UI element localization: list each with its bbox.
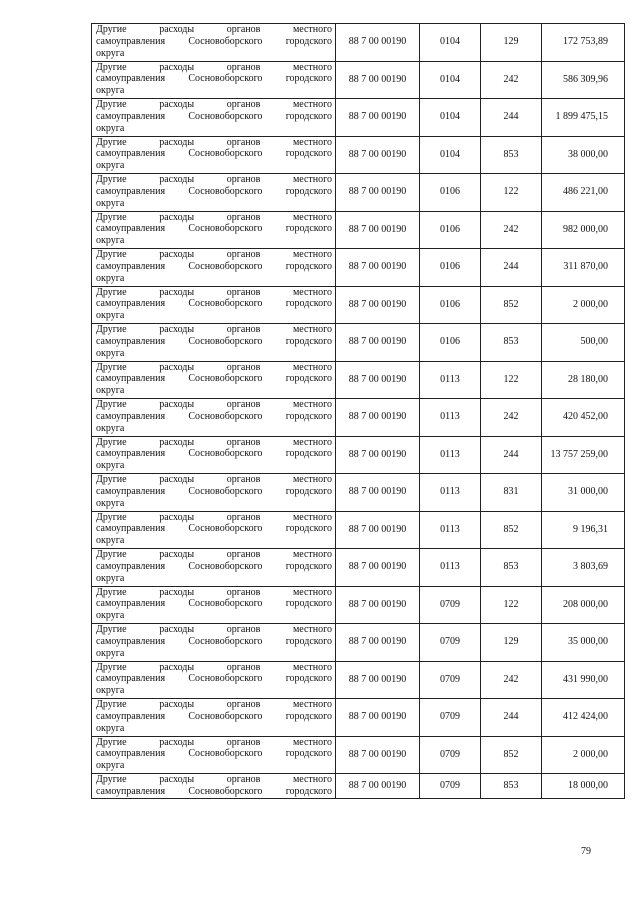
expense-type-cell: 122: [481, 586, 542, 624]
section-cell: 0113: [420, 549, 481, 587]
amount-cell: 13 757 259,00: [542, 436, 625, 474]
amount-cell: 586 309,96: [542, 61, 625, 99]
expense-type-cell: 242: [481, 399, 542, 437]
target-article-cell: 88 7 00 00190: [336, 511, 420, 549]
section-cell: 0709: [420, 624, 481, 662]
amount-cell: 2 000,00: [542, 286, 625, 324]
table-row: [92, 61, 625, 99]
expense-name-line: Другие расходы органов местного: [96, 136, 332, 148]
expense-name-line: округа: [96, 347, 125, 359]
expense-name-line: Другие расходы органов местного: [96, 586, 332, 598]
expense-name-line: самоуправления Сосновоборского городского: [96, 448, 332, 460]
section-cell: 0113: [420, 361, 481, 399]
table-row: [92, 211, 625, 249]
expense-type-cell: 242: [481, 61, 542, 99]
expense-name-line: округа: [96, 760, 125, 772]
expense-name-cell: [92, 661, 336, 699]
expense-name-cell: [92, 211, 336, 249]
expense-name-cell: [92, 174, 336, 212]
table-row: [92, 586, 625, 624]
section-cell: 0106: [420, 249, 481, 287]
expense-name-line: самоуправления Сосновоборского городского: [96, 185, 332, 197]
expense-type-cell: 853: [481, 324, 542, 362]
target-article-cell: 88 7 00 00190: [336, 624, 420, 662]
table-row: [92, 511, 625, 549]
section-cell: 0709: [420, 661, 481, 699]
amount-cell: 208 000,00: [542, 586, 625, 624]
expense-name-line: Другие расходы органов местного: [96, 249, 332, 260]
section-cell: 0709: [420, 586, 481, 624]
target-article-cell: 88 7 00 00190: [336, 736, 420, 774]
expense-name-cell: [92, 136, 336, 174]
budget-table: [91, 23, 625, 799]
expense-type-cell: 242: [481, 211, 542, 249]
table-row: [92, 774, 625, 799]
target-article-cell: 88 7 00 00190: [336, 99, 420, 137]
expense-name-line: самоуправления Сосновоборского городского: [96, 673, 332, 685]
page-number: 79: [581, 846, 591, 857]
expense-name-cell: [92, 24, 336, 62]
expense-name-line: самоуправления Сосновоборского городского: [96, 373, 332, 385]
expense-name-line: самоуправления Сосновоборского городского: [96, 35, 332, 47]
table-row: [92, 99, 625, 137]
target-article-cell: 88 7 00 00190: [336, 136, 420, 174]
table-row: [92, 136, 625, 174]
expense-name-line: самоуправления Сосновоборского городского: [96, 298, 332, 310]
table-row: [92, 474, 625, 512]
section-cell: 0113: [420, 474, 481, 512]
expense-name-cell: [92, 586, 336, 624]
expense-type-cell: 852: [481, 511, 542, 549]
section-cell: 0113: [420, 436, 481, 474]
expense-name-line: Другие расходы органов местного: [96, 324, 332, 335]
amount-cell: 18 000,00: [542, 774, 625, 799]
expense-type-cell: 122: [481, 174, 542, 212]
expense-name-cell: [92, 99, 336, 137]
expense-name-line: Другие расходы органов местного: [96, 661, 332, 673]
expense-name-cell: [92, 436, 336, 474]
expense-name-line: округа: [96, 685, 125, 697]
expense-name-cell: [92, 474, 336, 512]
amount-cell: 500,00: [542, 324, 625, 362]
expense-name-cell: [92, 549, 336, 587]
expense-name-line: округа: [96, 385, 125, 397]
amount-cell: 311 870,00: [542, 249, 625, 287]
expense-type-cell: 853: [481, 136, 542, 174]
expense-name-line: округа: [96, 310, 125, 322]
table-row: [92, 661, 625, 699]
expense-name-cell: [92, 324, 336, 362]
expense-name-cell: [92, 774, 336, 799]
expense-name-line: Другие расходы органов местного: [96, 174, 332, 185]
expense-name-line: округа: [96, 572, 125, 584]
expense-name-line: Другие расходы органов местного: [96, 549, 332, 560]
target-article-cell: 88 7 00 00190: [336, 399, 420, 437]
table-row: [92, 699, 625, 737]
section-cell: 0106: [420, 211, 481, 249]
expense-name-line: Другие расходы органов местного: [96, 24, 332, 35]
section-cell: 0113: [420, 399, 481, 437]
amount-cell: 9 196,31: [542, 511, 625, 549]
expense-name-line: Другие расходы органов местного: [96, 211, 332, 223]
section-cell: 0106: [420, 174, 481, 212]
table-row: [92, 624, 625, 662]
expense-name-line: округа: [96, 85, 125, 97]
expense-name-line: самоуправления Сосновоборского городского: [96, 485, 332, 497]
expense-name-line: самоуправления Сосновоборского городского: [96, 335, 332, 347]
target-article-cell: 88 7 00 00190: [336, 586, 420, 624]
target-article-cell: 88 7 00 00190: [336, 324, 420, 362]
amount-cell: 3 803,69: [542, 549, 625, 587]
expense-name-line: Другие расходы органов местного: [96, 624, 332, 635]
table-row: [92, 549, 625, 587]
expense-name-line: Другие расходы органов местного: [96, 361, 332, 373]
table-row: [92, 399, 625, 437]
expense-name-line: округа: [96, 647, 125, 659]
expense-name-line: округа: [96, 272, 125, 284]
target-article-cell: 88 7 00 00190: [336, 436, 420, 474]
expense-name-cell: [92, 736, 336, 774]
table-row: [92, 24, 625, 62]
expense-type-cell: 852: [481, 286, 542, 324]
expense-name-line: самоуправления Сосновоборского городского: [96, 523, 332, 535]
expense-name-line: округа: [96, 235, 125, 247]
expense-name-line: Другие расходы органов местного: [96, 399, 332, 410]
expense-name-line: округа: [96, 535, 125, 547]
expense-name-line: самоуправления Сосновоборского городского: [96, 710, 332, 722]
target-article-cell: 88 7 00 00190: [336, 549, 420, 587]
expense-type-cell: 852: [481, 736, 542, 774]
target-article-cell: 88 7 00 00190: [336, 361, 420, 399]
target-article-cell: 88 7 00 00190: [336, 774, 420, 799]
table-row: [92, 174, 625, 212]
expense-name-line: самоуправления Сосновоборского городского: [96, 560, 332, 572]
expense-name-line: Другие расходы органов местного: [96, 736, 332, 748]
expense-name-line: округа: [96, 460, 125, 472]
expense-name-line: самоуправления Сосновоборского городского: [96, 635, 332, 647]
table-row: [92, 324, 625, 362]
amount-cell: 38 000,00: [542, 136, 625, 174]
expense-name-line: Другие расходы органов местного: [96, 286, 332, 298]
section-cell: 0709: [420, 699, 481, 737]
expense-name-line: Другие расходы органов местного: [96, 436, 332, 448]
expense-name-line: самоуправления Сосновоборского городского: [96, 598, 332, 610]
expense-name-cell: [92, 361, 336, 399]
section-cell: 0709: [420, 736, 481, 774]
target-article-cell: 88 7 00 00190: [336, 24, 420, 62]
expense-name-line: Другие расходы органов местного: [96, 474, 332, 485]
expense-type-cell: 242: [481, 661, 542, 699]
amount-cell: 35 000,00: [542, 624, 625, 662]
section-cell: 0106: [420, 324, 481, 362]
expense-type-cell: 831: [481, 474, 542, 512]
section-cell: 0104: [420, 99, 481, 137]
expense-name-line: округа: [96, 722, 125, 734]
expense-type-cell: 244: [481, 249, 542, 287]
expense-name-cell: [92, 699, 336, 737]
section-cell: 0709: [420, 774, 481, 799]
expense-name-cell: [92, 286, 336, 324]
expense-type-cell: 853: [481, 549, 542, 587]
amount-cell: 486 221,00: [542, 174, 625, 212]
expense-name-cell: [92, 61, 336, 99]
expense-name-line: Другие расходы органов местного: [96, 99, 332, 110]
expense-name-line: округа: [96, 160, 125, 172]
expense-name-cell: [92, 511, 336, 549]
table-row: [92, 436, 625, 474]
target-article-cell: 88 7 00 00190: [336, 661, 420, 699]
section-cell: 0104: [420, 136, 481, 174]
expense-name-line: самоуправления Сосновоборского городского: [96, 260, 332, 272]
amount-cell: 28 180,00: [542, 361, 625, 399]
expense-name-line: округа: [96, 47, 125, 59]
expense-name-line: Другие расходы органов местного: [96, 61, 332, 73]
target-article-cell: 88 7 00 00190: [336, 211, 420, 249]
target-article-cell: 88 7 00 00190: [336, 174, 420, 212]
expense-type-cell: 122: [481, 361, 542, 399]
amount-cell: 2 000,00: [542, 736, 625, 774]
expense-type-cell: 853: [481, 774, 542, 799]
table-row: [92, 736, 625, 774]
expense-type-cell: 244: [481, 99, 542, 137]
expense-name-line: самоуправления Сосновоборского городского: [96, 223, 332, 235]
expense-type-cell: 244: [481, 436, 542, 474]
amount-cell: 412 424,00: [542, 699, 625, 737]
table-row: [92, 361, 625, 399]
expense-name-line: Другие расходы органов местного: [96, 511, 332, 523]
expense-name-line: самоуправления Сосновоборского городского: [96, 410, 332, 422]
amount-cell: 982 000,00: [542, 211, 625, 249]
section-cell: 0106: [420, 286, 481, 324]
target-article-cell: 88 7 00 00190: [336, 286, 420, 324]
table-row: [92, 249, 625, 287]
expense-name-cell: [92, 249, 336, 287]
target-article-cell: 88 7 00 00190: [336, 474, 420, 512]
expense-name-line: самоуправления Сосновоборского городского: [96, 148, 332, 160]
expense-name-line: самоуправления Сосновоборского городского: [96, 748, 332, 760]
expense-name-line: округа: [96, 197, 125, 209]
target-article-cell: 88 7 00 00190: [336, 249, 420, 287]
amount-cell: 172 753,89: [542, 24, 625, 62]
expense-name-line: округа: [96, 422, 125, 434]
target-article-cell: 88 7 00 00190: [336, 699, 420, 737]
expense-name-cell: [92, 624, 336, 662]
amount-cell: 1 899 475,15: [542, 99, 625, 137]
expense-type-cell: 129: [481, 24, 542, 62]
expense-name-line: округа: [96, 122, 125, 134]
amount-cell: 420 452,00: [542, 399, 625, 437]
expense-name-line: Другие расходы органов местного: [96, 774, 332, 785]
expense-name-line: округа: [96, 610, 125, 622]
expense-name-cell: [92, 399, 336, 437]
section-cell: 0104: [420, 24, 481, 62]
budget-table-body: [92, 24, 625, 799]
expense-name-line: самоуправления Сосновоборского городского: [96, 73, 332, 85]
amount-cell: 31 000,00: [542, 474, 625, 512]
expense-type-cell: 129: [481, 624, 542, 662]
amount-cell: 431 990,00: [542, 661, 625, 699]
expense-type-cell: 244: [481, 699, 542, 737]
expense-name-line: самоуправления Сосновоборского городского: [96, 110, 332, 122]
section-cell: 0104: [420, 61, 481, 99]
section-cell: 0113: [420, 511, 481, 549]
expense-name-line: округа: [96, 497, 125, 509]
table-row: [92, 286, 625, 324]
expense-name-line: самоуправления Сосновоборского городского: [96, 785, 332, 797]
expense-name-line: Другие расходы органов местного: [96, 699, 332, 710]
target-article-cell: 88 7 00 00190: [336, 61, 420, 99]
